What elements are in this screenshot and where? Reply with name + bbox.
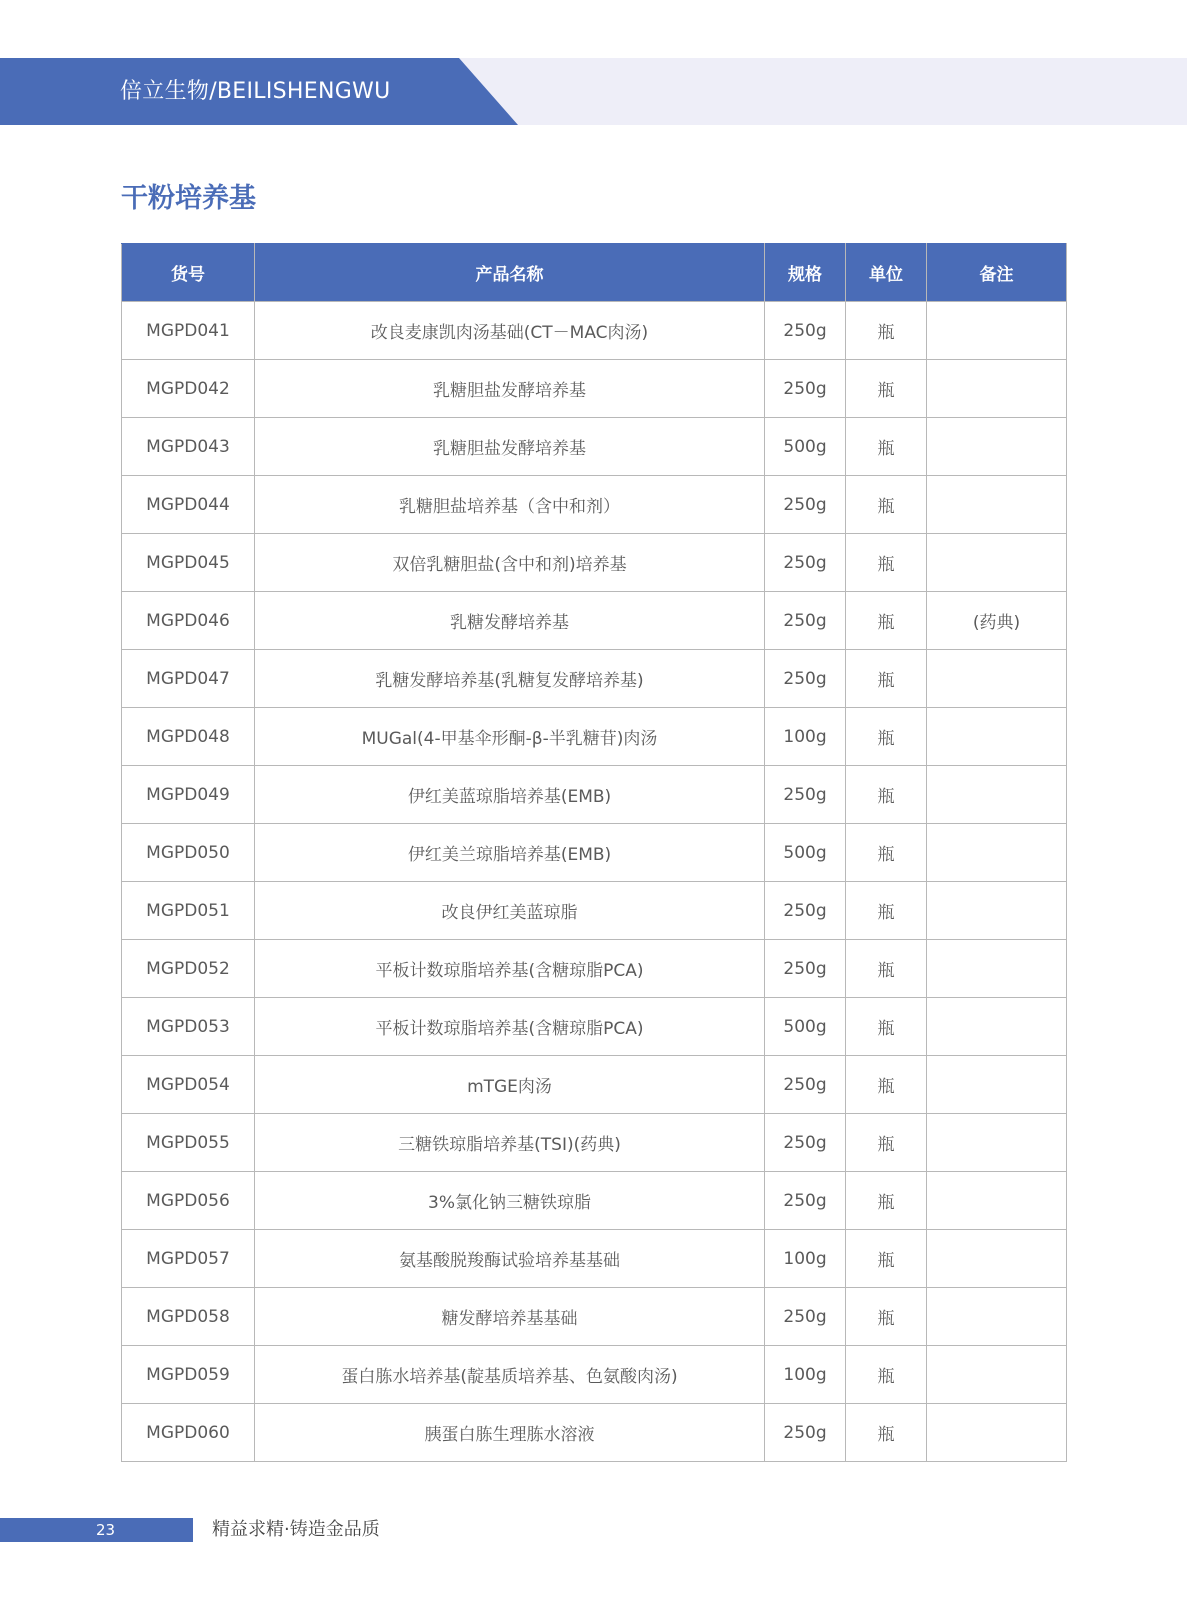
- cell-product-name: MUGal(4-甲基伞形酮-β-半乳糖苷)肉汤: [255, 708, 765, 766]
- cell-spec: 250g: [765, 476, 846, 534]
- table-row: [122, 1288, 1067, 1346]
- cell-product-name: 乳糖发酵培养基(乳糖复发酵培养基): [255, 650, 765, 708]
- cell-unit: 瓶: [846, 1056, 927, 1114]
- cell-item-no: MGPD055: [122, 1114, 255, 1172]
- cell-item-no: MGPD049: [122, 766, 255, 824]
- cell-item-no: MGPD042: [122, 360, 255, 418]
- cell-item-no: MGPD058: [122, 1288, 255, 1346]
- cell-remark: [927, 476, 1067, 534]
- cell-remark: [927, 360, 1067, 418]
- footer-slogan: 精益求精·铸造金品质: [212, 1519, 380, 1540]
- table-row: [122, 592, 1067, 650]
- cell-item-no: MGPD056: [122, 1172, 255, 1230]
- table-row: [122, 824, 1067, 882]
- cell-unit: 瓶: [846, 1288, 927, 1346]
- table-row: [122, 1172, 1067, 1230]
- cell-product-name: 氨基酸脱羧酶试验培养基基础: [255, 1230, 765, 1288]
- cell-product-name: 乳糖胆盐发酵培养基: [255, 418, 765, 476]
- cell-spec: 250g: [765, 1114, 846, 1172]
- cell-unit: 瓶: [846, 1230, 927, 1288]
- cell-item-no: MGPD043: [122, 418, 255, 476]
- cell-item-no: MGPD051: [122, 882, 255, 940]
- cell-spec: 250g: [765, 766, 846, 824]
- cell-remark: [927, 824, 1067, 882]
- cell-spec: 250g: [765, 360, 846, 418]
- cell-product-name: 蛋白胨水培养基(靛基质培养基、色氨酸肉汤): [255, 1346, 765, 1404]
- cell-remark: [927, 1114, 1067, 1172]
- cell-product-name: 糖发酵培养基基础: [255, 1288, 765, 1346]
- brand-title: 倍立生物/BEILISHENGWU: [120, 79, 391, 104]
- cell-unit: 瓶: [846, 1172, 927, 1230]
- table-row: [122, 708, 1067, 766]
- cell-product-name: 平板计数琼脂培养基(含糖琼脂PCA): [255, 940, 765, 998]
- cell-unit: 瓶: [846, 708, 927, 766]
- table-body: [122, 302, 1067, 1462]
- cell-product-name: 伊红美兰琼脂培养基(EMB): [255, 824, 765, 882]
- cell-item-no: MGPD052: [122, 940, 255, 998]
- cell-remark: [927, 940, 1067, 998]
- cell-spec: 250g: [765, 1172, 846, 1230]
- cell-product-name: 乳糖胆盐培养基（含中和剂）: [255, 476, 765, 534]
- table-row: [122, 766, 1067, 824]
- header-product-name: 产品名称: [255, 244, 765, 302]
- cell-item-no: MGPD054: [122, 1056, 255, 1114]
- cell-product-name: 平板计数琼脂培养基(含糖琼脂PCA): [255, 998, 765, 1056]
- header-item-no: 货号: [122, 244, 255, 302]
- cell-product-name: 改良伊红美蓝琼脂: [255, 882, 765, 940]
- cell-product-name: 伊红美蓝琼脂培养基(EMB): [255, 766, 765, 824]
- table-row: [122, 418, 1067, 476]
- cell-unit: 瓶: [846, 418, 927, 476]
- cell-remark: [927, 1404, 1067, 1462]
- cell-product-name: 胰蛋白胨生理胨水溶液: [255, 1404, 765, 1462]
- header-unit: 单位: [846, 244, 927, 302]
- cell-spec: 250g: [765, 534, 846, 592]
- cell-unit: 瓶: [846, 824, 927, 882]
- cell-remark: [927, 1172, 1067, 1230]
- cell-spec: 250g: [765, 1404, 846, 1462]
- cell-product-name: 双倍乳糖胆盐(含中和剂)培养基: [255, 534, 765, 592]
- cell-unit: 瓶: [846, 1346, 927, 1404]
- cell-unit: 瓶: [846, 360, 927, 418]
- cell-item-no: MGPD048: [122, 708, 255, 766]
- cell-spec: 250g: [765, 1056, 846, 1114]
- cell-item-no: MGPD053: [122, 998, 255, 1056]
- table-header-row: [122, 244, 1067, 302]
- cell-remark: (药典): [927, 592, 1067, 650]
- cell-unit: 瓶: [846, 650, 927, 708]
- cell-unit: 瓶: [846, 302, 927, 360]
- cell-spec: 250g: [765, 302, 846, 360]
- table-row: [122, 998, 1067, 1056]
- cell-remark: [927, 1346, 1067, 1404]
- table-row: [122, 360, 1067, 418]
- cell-remark: [927, 1230, 1067, 1288]
- cell-unit: 瓶: [846, 1114, 927, 1172]
- cell-product-name: 三糖铁琼脂培养基(TSI)(药典): [255, 1114, 765, 1172]
- cell-item-no: MGPD060: [122, 1404, 255, 1462]
- cell-spec: 500g: [765, 418, 846, 476]
- cell-product-name: 3%氯化钠三糖铁琼脂: [255, 1172, 765, 1230]
- cell-unit: 瓶: [846, 766, 927, 824]
- cell-spec: 250g: [765, 650, 846, 708]
- table-row: [122, 1346, 1067, 1404]
- table-row: [122, 1114, 1067, 1172]
- product-table: [121, 243, 1067, 1462]
- cell-product-name: mTGE肉汤: [255, 1056, 765, 1114]
- header-spec: 规格: [765, 244, 846, 302]
- cell-item-no: MGPD046: [122, 592, 255, 650]
- cell-product-name: 改良麦康凯肉汤基础(CT－MAC肉汤): [255, 302, 765, 360]
- cell-item-no: MGPD057: [122, 1230, 255, 1288]
- cell-spec: 250g: [765, 1288, 846, 1346]
- cell-spec: 500g: [765, 824, 846, 882]
- cell-unit: 瓶: [846, 940, 927, 998]
- cell-product-name: 乳糖发酵培养基: [255, 592, 765, 650]
- table-row: [122, 534, 1067, 592]
- cell-spec: 250g: [765, 592, 846, 650]
- cell-unit: 瓶: [846, 882, 927, 940]
- table-row: [122, 650, 1067, 708]
- table-row: [122, 1404, 1067, 1462]
- section-title: 干粉培养基: [121, 183, 256, 214]
- cell-remark: [927, 302, 1067, 360]
- table-row: [122, 940, 1067, 998]
- cell-remark: [927, 882, 1067, 940]
- cell-item-no: MGPD041: [122, 302, 255, 360]
- cell-remark: [927, 998, 1067, 1056]
- cell-item-no: MGPD045: [122, 534, 255, 592]
- cell-remark: [927, 1056, 1067, 1114]
- table-row: [122, 476, 1067, 534]
- cell-unit: 瓶: [846, 534, 927, 592]
- cell-item-no: MGPD050: [122, 824, 255, 882]
- cell-item-no: MGPD047: [122, 650, 255, 708]
- cell-spec: 250g: [765, 940, 846, 998]
- cell-spec: 100g: [765, 1346, 846, 1404]
- header-remark: 备注: [927, 244, 1067, 302]
- cell-remark: [927, 650, 1067, 708]
- cell-spec: 100g: [765, 1230, 846, 1288]
- cell-remark: [927, 418, 1067, 476]
- cell-product-name: 乳糖胆盐发酵培养基: [255, 360, 765, 418]
- cell-remark: [927, 766, 1067, 824]
- cell-item-no: MGPD059: [122, 1346, 255, 1404]
- cell-remark: [927, 1288, 1067, 1346]
- cell-spec: 250g: [765, 882, 846, 940]
- cell-spec: 100g: [765, 708, 846, 766]
- table-row: [122, 882, 1067, 940]
- cell-item-no: MGPD044: [122, 476, 255, 534]
- table-row: [122, 302, 1067, 360]
- table-row: [122, 1056, 1067, 1114]
- cell-remark: [927, 708, 1067, 766]
- cell-remark: [927, 534, 1067, 592]
- page-number: 23: [96, 1521, 116, 1539]
- cell-unit: 瓶: [846, 592, 927, 650]
- cell-unit: 瓶: [846, 476, 927, 534]
- cell-unit: 瓶: [846, 1404, 927, 1462]
- cell-spec: 500g: [765, 998, 846, 1056]
- table-row: [122, 1230, 1067, 1288]
- cell-unit: 瓶: [846, 998, 927, 1056]
